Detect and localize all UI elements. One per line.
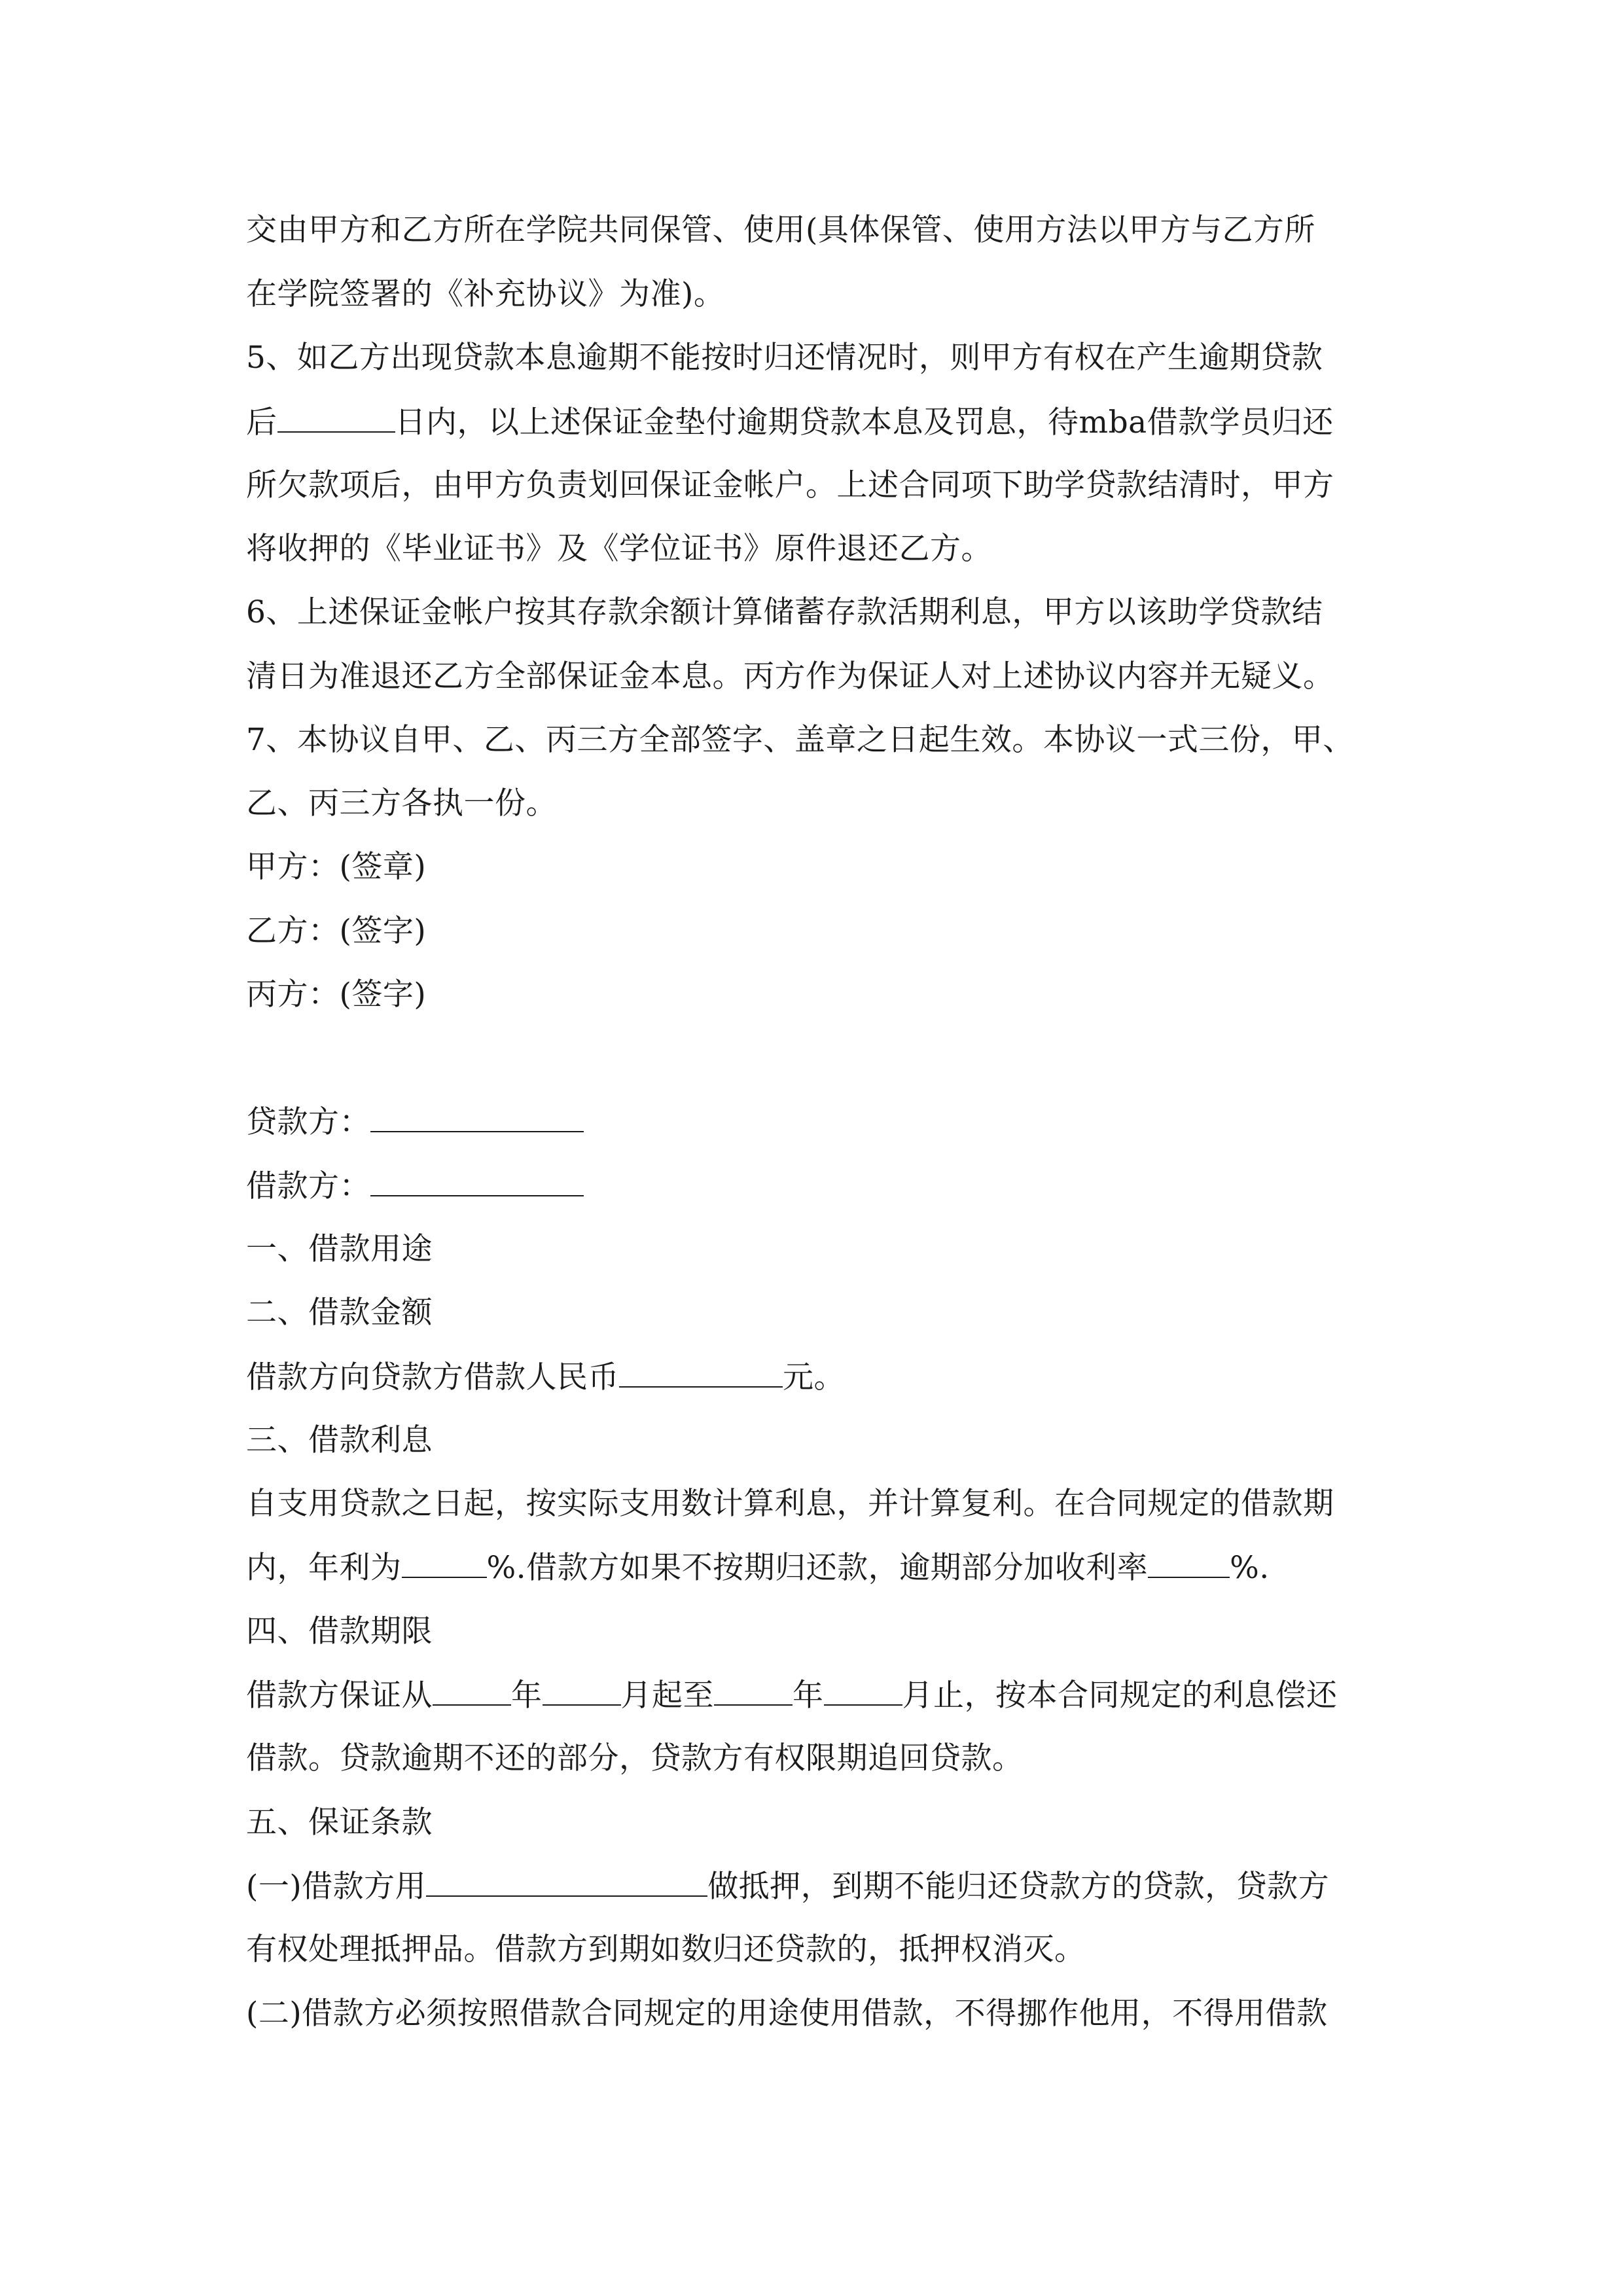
clause5-line4: 将收押的《毕业证书》及《学位证书》原件退还乙方。 [246, 531, 992, 567]
clause4-line2: 在学院签署的《补充协议》为准)。 [246, 276, 725, 312]
term-a: 借款方保证从 [246, 1677, 433, 1713]
borrower-blank [370, 1166, 584, 1196]
term-b: 年 [511, 1677, 543, 1713]
lender-label: 贷款方： [246, 1104, 370, 1140]
lender-line [246, 1102, 1411, 1142]
clause5-line2-pre: 后 [246, 404, 277, 440]
interest-line2-a: 内，年利为 [246, 1550, 402, 1586]
overdue-rate-blank [1148, 1548, 1230, 1578]
guarantee1-b: 做抵押，到期不能归还贷款方的贷款，贷款方 [707, 1869, 1330, 1905]
clause5-line2-post: 日内，以上述保证金垫付逾期贷款本息及罚息，待mba借款学员归还 [395, 404, 1334, 440]
annual-rate-blank [402, 1548, 487, 1578]
days-blank [277, 403, 395, 433]
clause7-line2: 乙、丙三方各执一份。 [246, 785, 557, 821]
interest-line1: 自支用贷款之日起，按实际支用数计算利息，并计算复利。在合同规定的借款期 [246, 1486, 1334, 1522]
guarantee2-line1: (二)借款方必须按照借款合同规定的用途使用借款，不得挪作他用，不得用借款 [246, 1996, 1328, 2032]
term-d: 年 [793, 1677, 824, 1713]
guarantee1-line1 [246, 1867, 1411, 1907]
clause4-line1: 交由甲方和乙方所在学院共同保管、使用(具体保管、使用方法以甲方与乙方所 [246, 212, 1315, 248]
amount-blank [619, 1357, 783, 1388]
signature-party-c: 丙方：(签字) [246, 977, 427, 1013]
interest-line2 [246, 1548, 1411, 1588]
borrower-line [246, 1166, 1411, 1206]
guarantee1-line2: 有权处理抵押品。借款方到期如数归还贷款的，抵押权消灭。 [246, 1931, 1086, 1967]
interest-line2-c: %. [1230, 1550, 1270, 1586]
clause5-line3: 所欠款项后，由甲方负责划回保证金帐户。上述合同项下助学贷款结清时，甲方 [246, 467, 1334, 503]
guarantee1-a: (一)借款方用 [246, 1869, 427, 1905]
clause6-line2: 清日为准退还乙方全部保证金本息。丙方作为保证人对上述协议内容并无疑义。 [246, 658, 1334, 694]
section-4-heading: 四、借款期限 [246, 1613, 433, 1649]
lender-blank [370, 1102, 584, 1132]
section-1-heading: 一、借款用途 [246, 1231, 433, 1267]
clause5-line1: 5、如乙方出现贷款本息逾期不能按时归还情况时，则甲方有权在产生逾期贷款 [246, 340, 1323, 376]
end-year-blank [714, 1676, 793, 1706]
amount-line [246, 1357, 1411, 1397]
term-line2: 借款。贷款逾期不还的部分，贷款方有权限期追回贷款。 [246, 1740, 1024, 1776]
section-5-heading: 五、保证条款 [246, 1804, 433, 1840]
borrower-label: 借款方： [246, 1168, 370, 1204]
start-month-blank [543, 1676, 621, 1706]
term-line1 [246, 1676, 1411, 1715]
term-e: 月止，按本合同规定的利息偿还 [902, 1677, 1338, 1713]
clause7-line1: 7、本协议自甲、乙、丙三方全部签字、盖章之日起生效。本协议一式三份，甲、 [246, 722, 1354, 758]
signature-party-a: 甲方：(签章) [246, 849, 427, 885]
amount-post: 元。 [783, 1359, 845, 1395]
amount-pre: 借款方向贷款方借款人民币 [246, 1359, 619, 1395]
term-c: 月起至 [620, 1677, 714, 1713]
collateral-blank [426, 1867, 707, 1897]
start-year-blank [433, 1676, 511, 1706]
clause6-line1: 6、上述保证金帐户按其存款余额计算储蓄存款活期利息，甲方以该助学贷款结 [246, 594, 1323, 630]
end-month-blank [824, 1676, 902, 1706]
interest-line2-b: %.借款方如果不按期归还款，逾期部分加收利率 [486, 1550, 1149, 1586]
section-3-heading: 三、借款利息 [246, 1422, 433, 1458]
clause5-line2 [246, 403, 1411, 442]
section-2-heading: 二、借款金额 [246, 1295, 433, 1331]
signature-party-b: 乙方：(签字) [246, 913, 427, 949]
